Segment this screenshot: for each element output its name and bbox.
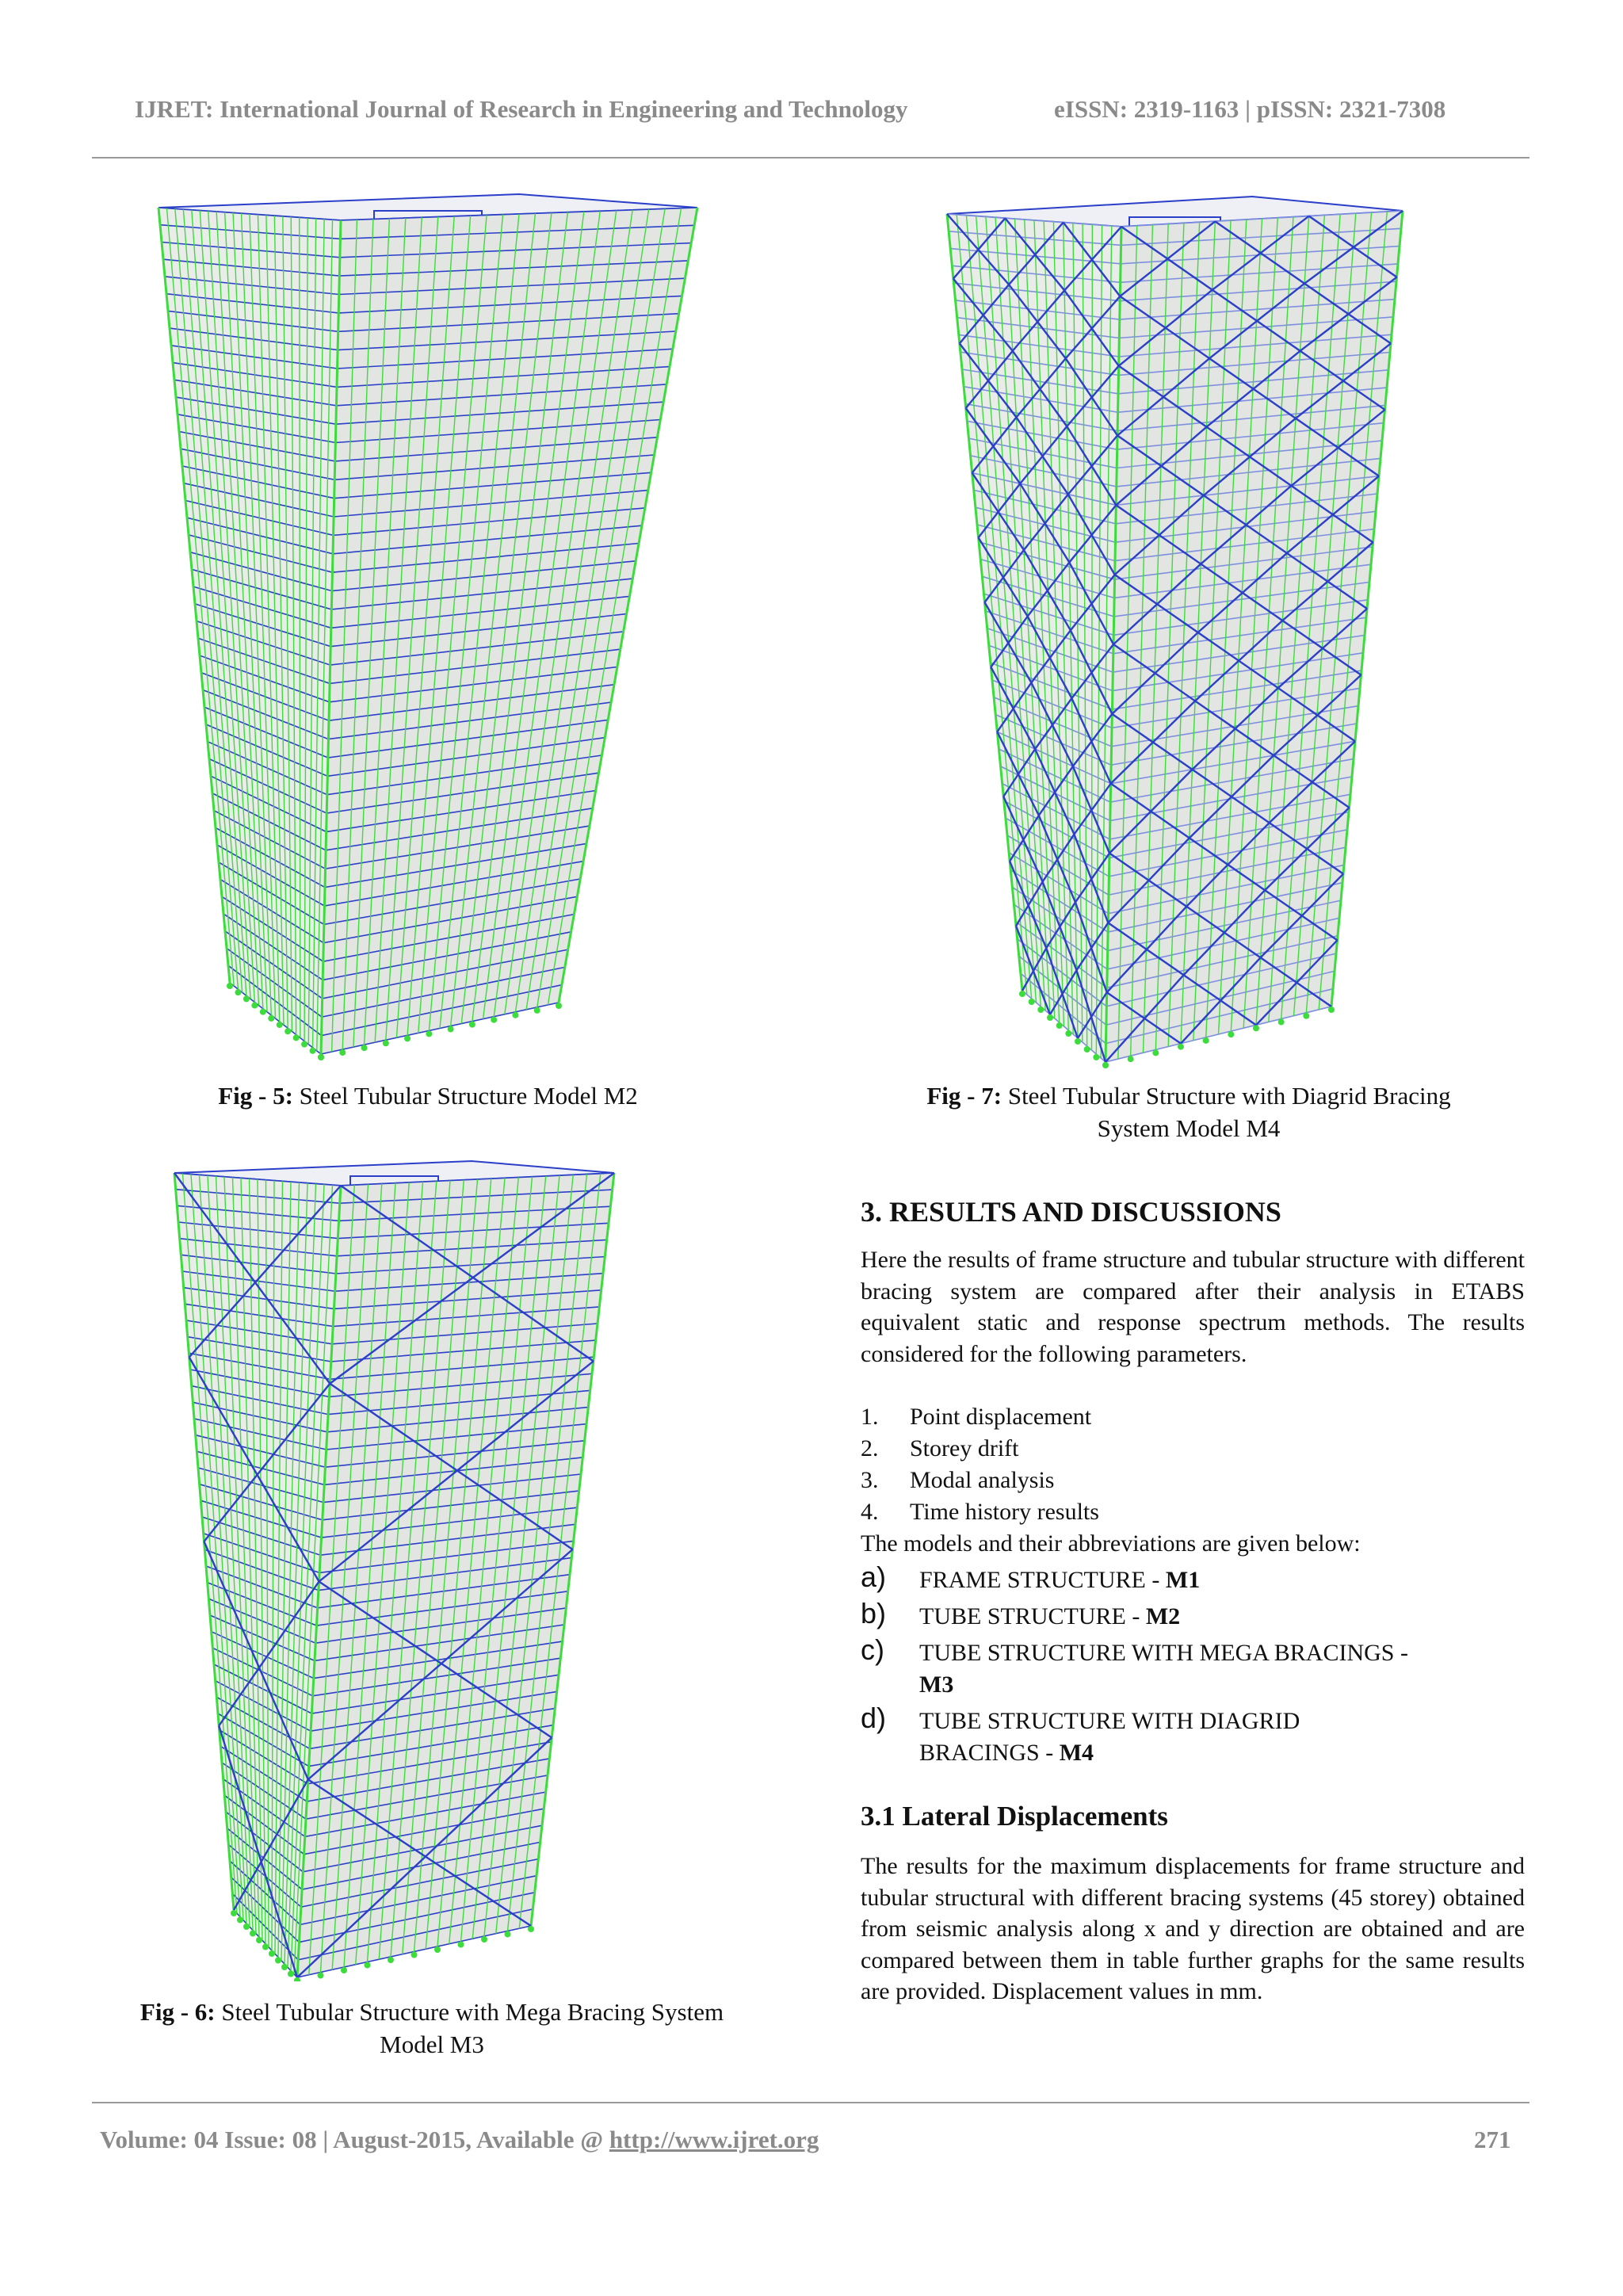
list-item: b) TUBE STRUCTURE - M2	[861, 1597, 1181, 1629]
figure-7-text-line2: System Model M4	[1097, 1114, 1281, 1142]
figure-6-text-line1: Steel Tubular Structure with Mega Bracing System	[221, 1998, 724, 2026]
list-item: 1. Point displacement	[861, 1404, 1092, 1430]
list-item: 4. Time history results	[861, 1499, 1099, 1525]
footer-rule	[92, 2102, 1529, 2103]
figure-6-mega-bracing-model-m3	[162, 1157, 622, 1981]
fig7-wireframe	[935, 190, 1411, 1078]
page-number: 271	[1474, 2126, 1511, 2153]
fig6-wireframe	[162, 1157, 622, 1981]
model-list	[861, 1561, 1526, 1769]
list-item: c) TUBE STRUCTURE WITH MEGA BRACINGS - M3	[861, 1633, 1408, 1698]
figure-6-caption	[95, 1996, 769, 2061]
figure-7-label: Fig - 7:	[926, 1082, 1002, 1110]
header-rule	[92, 157, 1529, 159]
running-header	[0, 95, 1623, 127]
fig5-wireframe	[147, 190, 701, 1070]
figure-5-text: Steel Tubular Structure Model M2	[299, 1082, 638, 1110]
issn-numbers: eISSN: 2319-1163 | pISSN: 2321-7308	[1054, 95, 1446, 123]
parameter-list	[861, 1401, 1525, 1560]
section-3-intro: Here the results of frame structure and tubular structure with different bracing system are compared after their analysis in ETABS equivalent static and response spectrum methods. The results considered for the following parameters.	[861, 1247, 1525, 1367]
list-item: 2. Storey drift	[861, 1435, 1019, 1461]
figure-6-text-line2: Model M3	[380, 2030, 484, 2058]
footer-link[interactable]: http://www.ijret.org	[609, 2126, 819, 2153]
figure-7-caption	[880, 1079, 1498, 1144]
models-intro: The models and their abbreviations are given below:	[861, 1530, 1361, 1557]
list-item: a) FRAME STRUCTURE - M1	[861, 1561, 1201, 1593]
figure-5-caption	[135, 1079, 721, 1112]
footer-volume: Volume: 04 Issue: 08 | August-2015, Available @ http://www.ijret.org	[100, 2126, 819, 2153]
section-3-heading: 3. RESULTS AND DISCUSSIONS	[861, 1196, 1281, 1228]
list-item: 3. Modal analysis	[861, 1467, 1055, 1493]
figure-5-label: Fig - 5:	[218, 1082, 293, 1110]
list-item: d) TUBE STRUCTURE WITH DIAGRID BRACINGS - M4	[861, 1702, 1300, 1766]
section-3-1-text: The results for the maximum displacements for frame structure and tubular structural with different bracing systems (45 storey) obtained from seismic analysis along x and y direction are obtained and are compared between them in table further graphs for the same results are provided. Displacement values in mm.	[861, 1853, 1525, 2004]
figure-5-tube-model-m2	[147, 190, 701, 1070]
section-3-1-heading: 3.1 Lateral Displacements	[861, 1801, 1168, 1832]
journal-name: IJRET: International Journal of Research in Engineering and Technology	[135, 95, 908, 123]
figure-7-text-line1: Steel Tubular Structure with Diagrid Bracing	[1007, 1082, 1451, 1110]
figure-6-label: Fig - 6:	[139, 1998, 216, 2026]
figure-7-diagrid-model-m4	[935, 190, 1411, 1078]
